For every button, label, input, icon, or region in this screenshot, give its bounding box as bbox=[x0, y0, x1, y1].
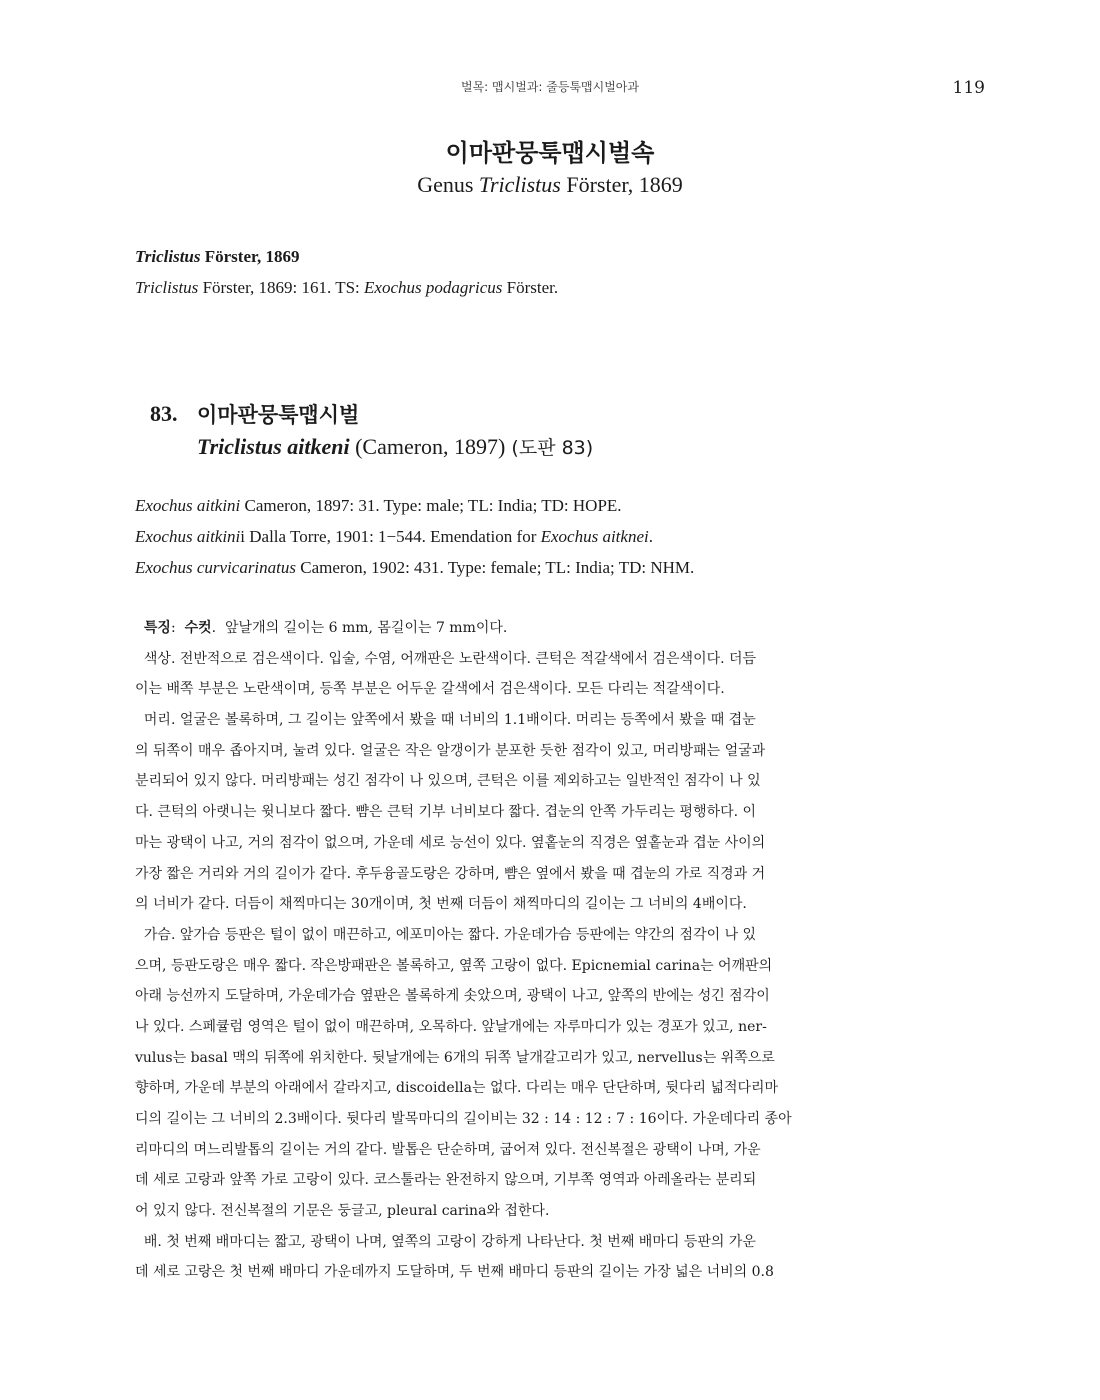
genus-title-korean: 이마판뭉툭맵시벌속 bbox=[445, 139, 655, 167]
genus-synonymy-heading: Triclistus Förster, 1869 bbox=[135, 247, 300, 266]
description-heading: 특징 bbox=[143, 620, 171, 636]
species-author: (Cameron, 1897) bbox=[349, 434, 506, 459]
species-number: 83. bbox=[150, 401, 178, 426]
description-line bbox=[135, 1292, 985, 1323]
synonym-entry: Exochus aitkini Cameron, 1897: 31. Type: male; TL: India; TD: HOPE. bbox=[135, 496, 622, 515]
species-description bbox=[135, 617, 985, 1323]
species-binomial: Triclistus aitkeni bbox=[197, 434, 350, 459]
description-sex: 수컷 bbox=[184, 620, 212, 636]
species-name-korean: 이마판뭉툭맵시벌 bbox=[197, 403, 360, 427]
description-line: 어 있지 않다. 전신복절의 기문은 둥글고, pleural carina와 접한다. bbox=[135, 1203, 550, 1220]
description-line: 디의 길이는 그 너비의 2.3배이다. 뒷다리 발목마디의 길이비는 32 : 14 : 12 : 7 : 16이다. 가운데다리 종아 bbox=[135, 1111, 792, 1127]
description-line: 이는 배쪽 부분은 노란색이며, 등쪽 부분은 어두운 갈색에서 검은색이다. 모든 다리는 적갈색이다. bbox=[135, 681, 725, 698]
description-line: 데 세로 고랑과 앞쪽 가로 고랑이 있다. 코스툴라는 완전하지 않으며, 기부쪽 영역과 아레올라는 분리되 bbox=[135, 1172, 757, 1189]
species-synonyms bbox=[135, 496, 694, 589]
description-line: vulus는 basal 맥의 뒤쪽에 위치한다. 뒷날개에는 6개의 뒤쪽 날개갈고리가 있고, nervellus는 위쪽으로 bbox=[135, 1049, 775, 1066]
genus-title-latin bbox=[0, 172, 1100, 198]
description-line: 마는 광택이 나고, 거의 점각이 없으며, 가운데 세로 능선이 있다. 옆홑눈의 직경은 옆홑눈과 겹눈 사이의 bbox=[135, 834, 766, 851]
description-line: 리마디의 며느리발톱의 길이는 거의 같다. 발톱은 단순하며, 굽어져 있다. 전신복절은 광택이 나며, 가운 bbox=[135, 1141, 761, 1158]
description-line: 색상. 전반적으로 검은색이다. 입술, 수염, 어깨판은 노란색이다. 큰턱은 적갈색에서 검은색이다. 더듬 bbox=[135, 650, 757, 667]
description-line: 가슴. 앞가슴 등판은 털이 없이 매끈하고, 에포미아는 짧다. 가운데가슴 등판에는 약간의 점각이 나 있 bbox=[135, 926, 757, 943]
description-line: 의 뒤쪽이 매우 좁아지며, 눌려 있다. 얼굴은 작은 알갱이가 분포한 듯한 점각이 있고, 머리방패는 얼굴과 bbox=[135, 742, 766, 759]
description-line: 아래 능선까지 도달하며, 가운데가슴 옆판은 볼록하게 솟았으며, 광택이 나고, 앞쪽의 반에는 성긴 점각이 bbox=[135, 988, 770, 1005]
description-line: 데 세로 고랑은 첫 번째 배마디 가운데까지 도달하며, 두 번째 배마디 등판의 길이는 가장 넓은 너비의 0.8 bbox=[135, 1264, 774, 1281]
description-line: 가장 짧은 거리와 거의 길이가 같다. 후두융골도랑은 강하며, 뺨은 옆에서 봤을 때 겹눈의 가로 직경과 거 bbox=[135, 865, 766, 882]
genus-prefix: Genus bbox=[417, 172, 474, 197]
description-line: 특징: 수컷. 앞날개의 길이는 6 mm, 몸길이는 7 mm이다. bbox=[143, 620, 508, 636]
description-line: 머리. 얼굴은 볼록하며, 그 길이는 앞쪽에서 봤을 때 너비의 1.1배이다. 머리는 등쪽에서 봤을 때 겹눈 bbox=[135, 712, 756, 729]
genus-name: Triclistus bbox=[478, 172, 561, 197]
description-line: 향하며, 가운데 부분의 아래에서 갈라지고, discoidella는 없다. 다리는 매우 단단하며, 뒷다리 넓적다리마 bbox=[135, 1080, 779, 1097]
page-number: 119 bbox=[952, 78, 985, 98]
synonym-entry: Exochus aitkinii Dalla Torre, 1901: 1−544. Emendation for Exochus aitknei. bbox=[135, 527, 653, 546]
synonym-entry: Exochus curvicarinatus Cameron, 1902: 431. Type: female; TL: India; TD: NHM. bbox=[135, 558, 695, 577]
description-line: 다. 큰턱의 아랫니는 윗니보다 짧다. 뺨은 큰턱 기부 너비보다 짧다. 겹눈의 안쪽 가두리는 평행하다. 이 bbox=[135, 804, 757, 821]
description-line: 분리되어 있지 않다. 머리방패는 성긴 점각이 나 있으며, 큰턱은 이를 제외하고는 일반적인 점각이 나 있 bbox=[135, 773, 761, 790]
genus-synonymy-line: Triclistus Förster, 1869: 161. TS: Exochus podagricus Förster. bbox=[135, 278, 559, 297]
description-line: 으며, 등판도랑은 매우 짧다. 작은방패판은 볼록하고, 옆쪽 고랑이 없다. Epicnemial carina는 어깨판의 bbox=[135, 957, 773, 974]
plate-reference: (도판 83) bbox=[505, 437, 594, 459]
species-name-latin bbox=[197, 433, 593, 460]
description-line: 의 너비가 같다. 더듬이 채찍마디는 30개이며, 첫 번째 더듬이 채찍마디의 길이는 그 너비의 4배이다. bbox=[135, 896, 747, 913]
running-head: 벌목: 맵시벌과: 줄등툭맵시벌아과 bbox=[460, 80, 639, 94]
description-line: 배. 첫 번째 배마디는 짧고, 광택이 나며, 옆쪽의 고랑이 강하게 나타난다. 첫 번째 배마디 등판의 가운 bbox=[135, 1233, 756, 1250]
description-line: 나 있다. 스페큘럼 영역은 털이 없이 매끈하며, 오목하다. 앞날개에는 자루마디가 있는 경포가 있고, ner- bbox=[135, 1018, 767, 1035]
genus-author: Förster, 1869 bbox=[560, 172, 683, 197]
